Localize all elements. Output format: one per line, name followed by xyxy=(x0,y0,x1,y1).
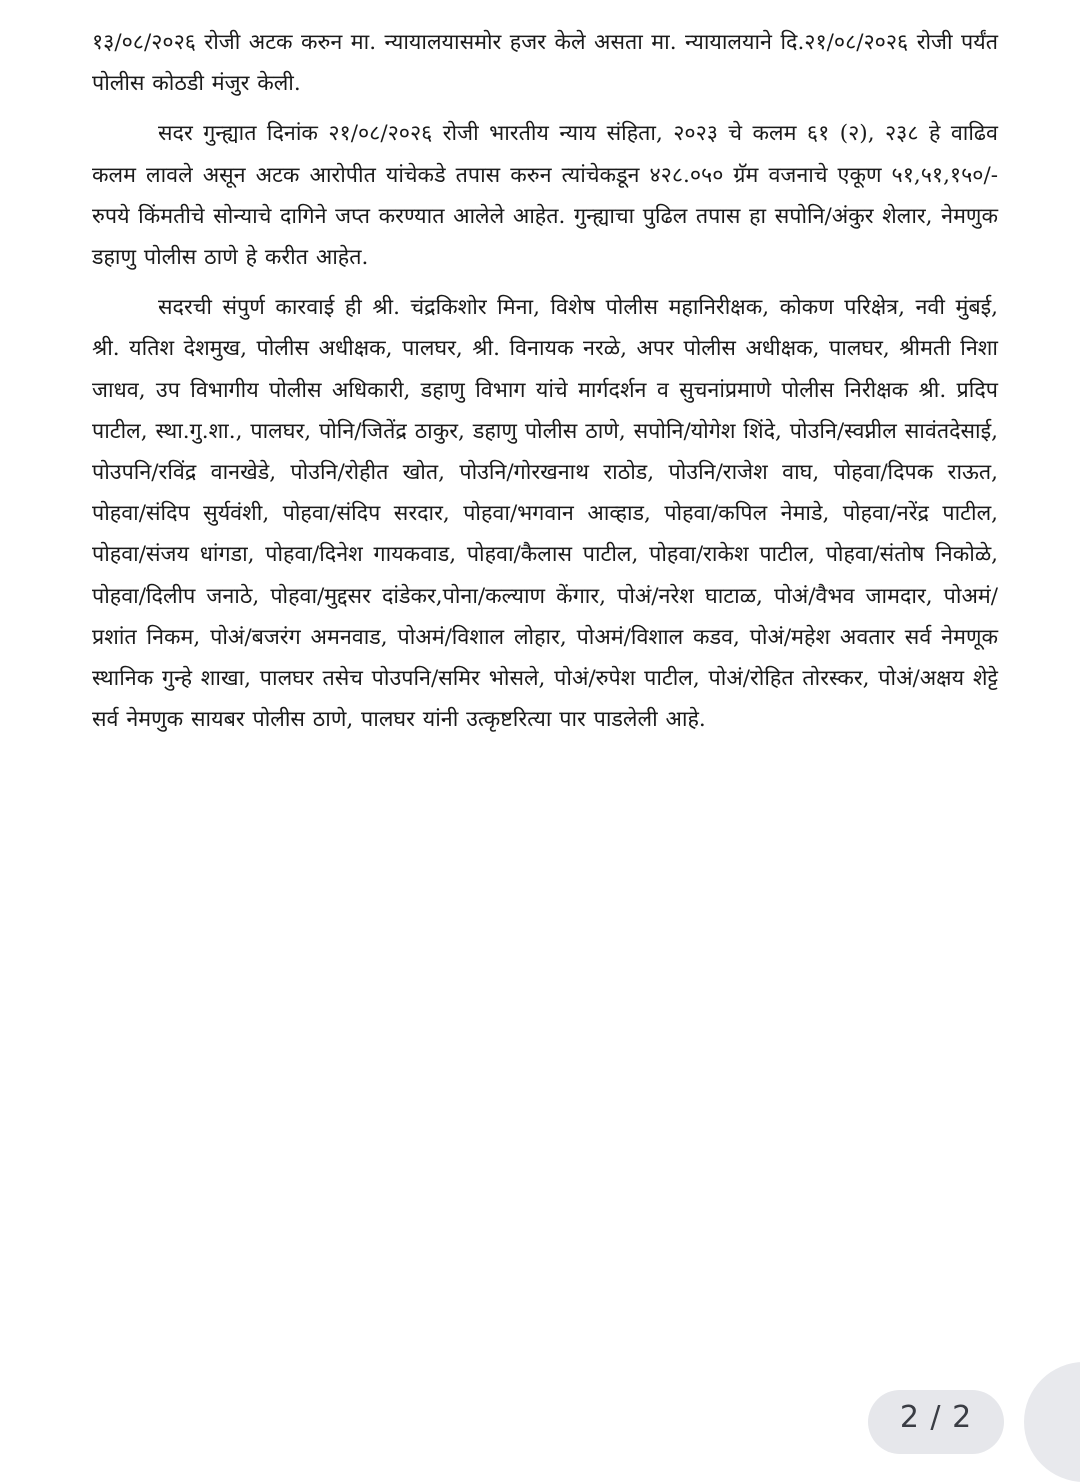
scroll-handle[interactable] xyxy=(1024,1362,1080,1482)
paragraph-arrest-custody: १३/०८/२०२६ रोजी अटक करुन मा. न्यायालयासमोर हजर केले असता मा. न्यायालयाने दि.२१/०८/२०२६ रोजी पर्यंत पोलीस कोठडी मंजुर केली. xyxy=(92,30,998,97)
paragraph-operation-team: सदरची संपुर्ण कारवाई ही श्री. चंद्रकिशोर मिना, विशेष पोलीस महानिरीक्षक, कोकण परिक्षेत्र, नवी मुंबई, श्री. यतिश देशमुख, पोलीस अधीक्षक, पालघर, श्री. विनायक नरळे, अपर पोलीस अधीक्षक, पालघर, श्रीमती निशा जाधव, उप विभागीय पोलीस अधिकारी, डहाणु विभाग यांचे मार्गदर्शन व सुचनांप्रमाणे पोलीस निरीक्षक श्री. प्रदिप पाटील, स्था.गु.शा., पालघर, पोनि/जितेंद्र ठाकुर, डहाणु पोलीस ठाणे, सपोनि/योगेश शिंदे, पोउनि/स्वप्नील सावंतदेसाई, पोउपनि/रविंद्र वानखेडे, पोउनि/रोहीत खोत, पोउनि/गोरखनाथ राठोड, पोउनि/राजेश वाघ, पोहवा/दिपक राऊत, पोहवा/संदिप सुर्यवंशी, पोहवा/संदिप सरदार, पोहवा/भगवान आव्हाड, पोहवा/कपिल नेमाडे, पोहवा/नरेंद्र पाटील, पोहवा/संजय धांगडा, पोहवा/दिनेश गायकवाड, पोहवा/कैलास पाटील, पोहवा/राकेश पाटील, पोहवा/संतोष निकोळे, पोहवा/दिलीप जनाठे, पोहवा/मुद्दसर दांडेकर,पोना/कल्याण केंगार, पोअं/नरेश घाटाळ, पोअं/वैभव जामदार, पोअमं/प्रशांत निकम, पोअं/बजरंग अमनवाड, पोअमं/विशाल लोहार, पोअमं/विशाल कडव, पोअं/महेश अवतार सर्व नेमणूक स्थानिक गुन्हे शाखा, पालघर तसेच पोउपनि/समिर भोसले, पोअं/रुपेश पाटील, पोअं/रोहित तोरस्कर, पोअं/अक्षय शेट्टे सर्व नेमणुक सायबर पोलीस ठाणे, पालघर यांनी उत्कृष्टरित्या पार पाडलेली आहे. xyxy=(92,295,998,733)
document-body xyxy=(92,22,998,740)
page-indicator xyxy=(868,1390,1004,1454)
page-indicator-label: 2 / 2 xyxy=(899,1400,973,1435)
paragraph-seizure-details: सदर गुन्ह्यात दिनांक २१/०८/२०२६ रोजी भारतीय न्याय संहिता, २०२३ चे कलम ६१ (२), २३८ हे वाढिव कलम लावले असून अटक आरोपीत यांचेकडे तपास करुन त्यांचेकडून ४२८.०५० ग्रॅम वजनाचे एकूण ५१,५१,१५०/- रुपये किंमतीचे सोन्याचे दागिने जप्त करण्यात आलेले आहेत. गुन्ह्याचा पुढिल तपास हा सपोनि/अंकुर शेलार, नेमणुक डहाणु पोलीस ठाणे हे करीत आहेत. xyxy=(92,121,998,271)
